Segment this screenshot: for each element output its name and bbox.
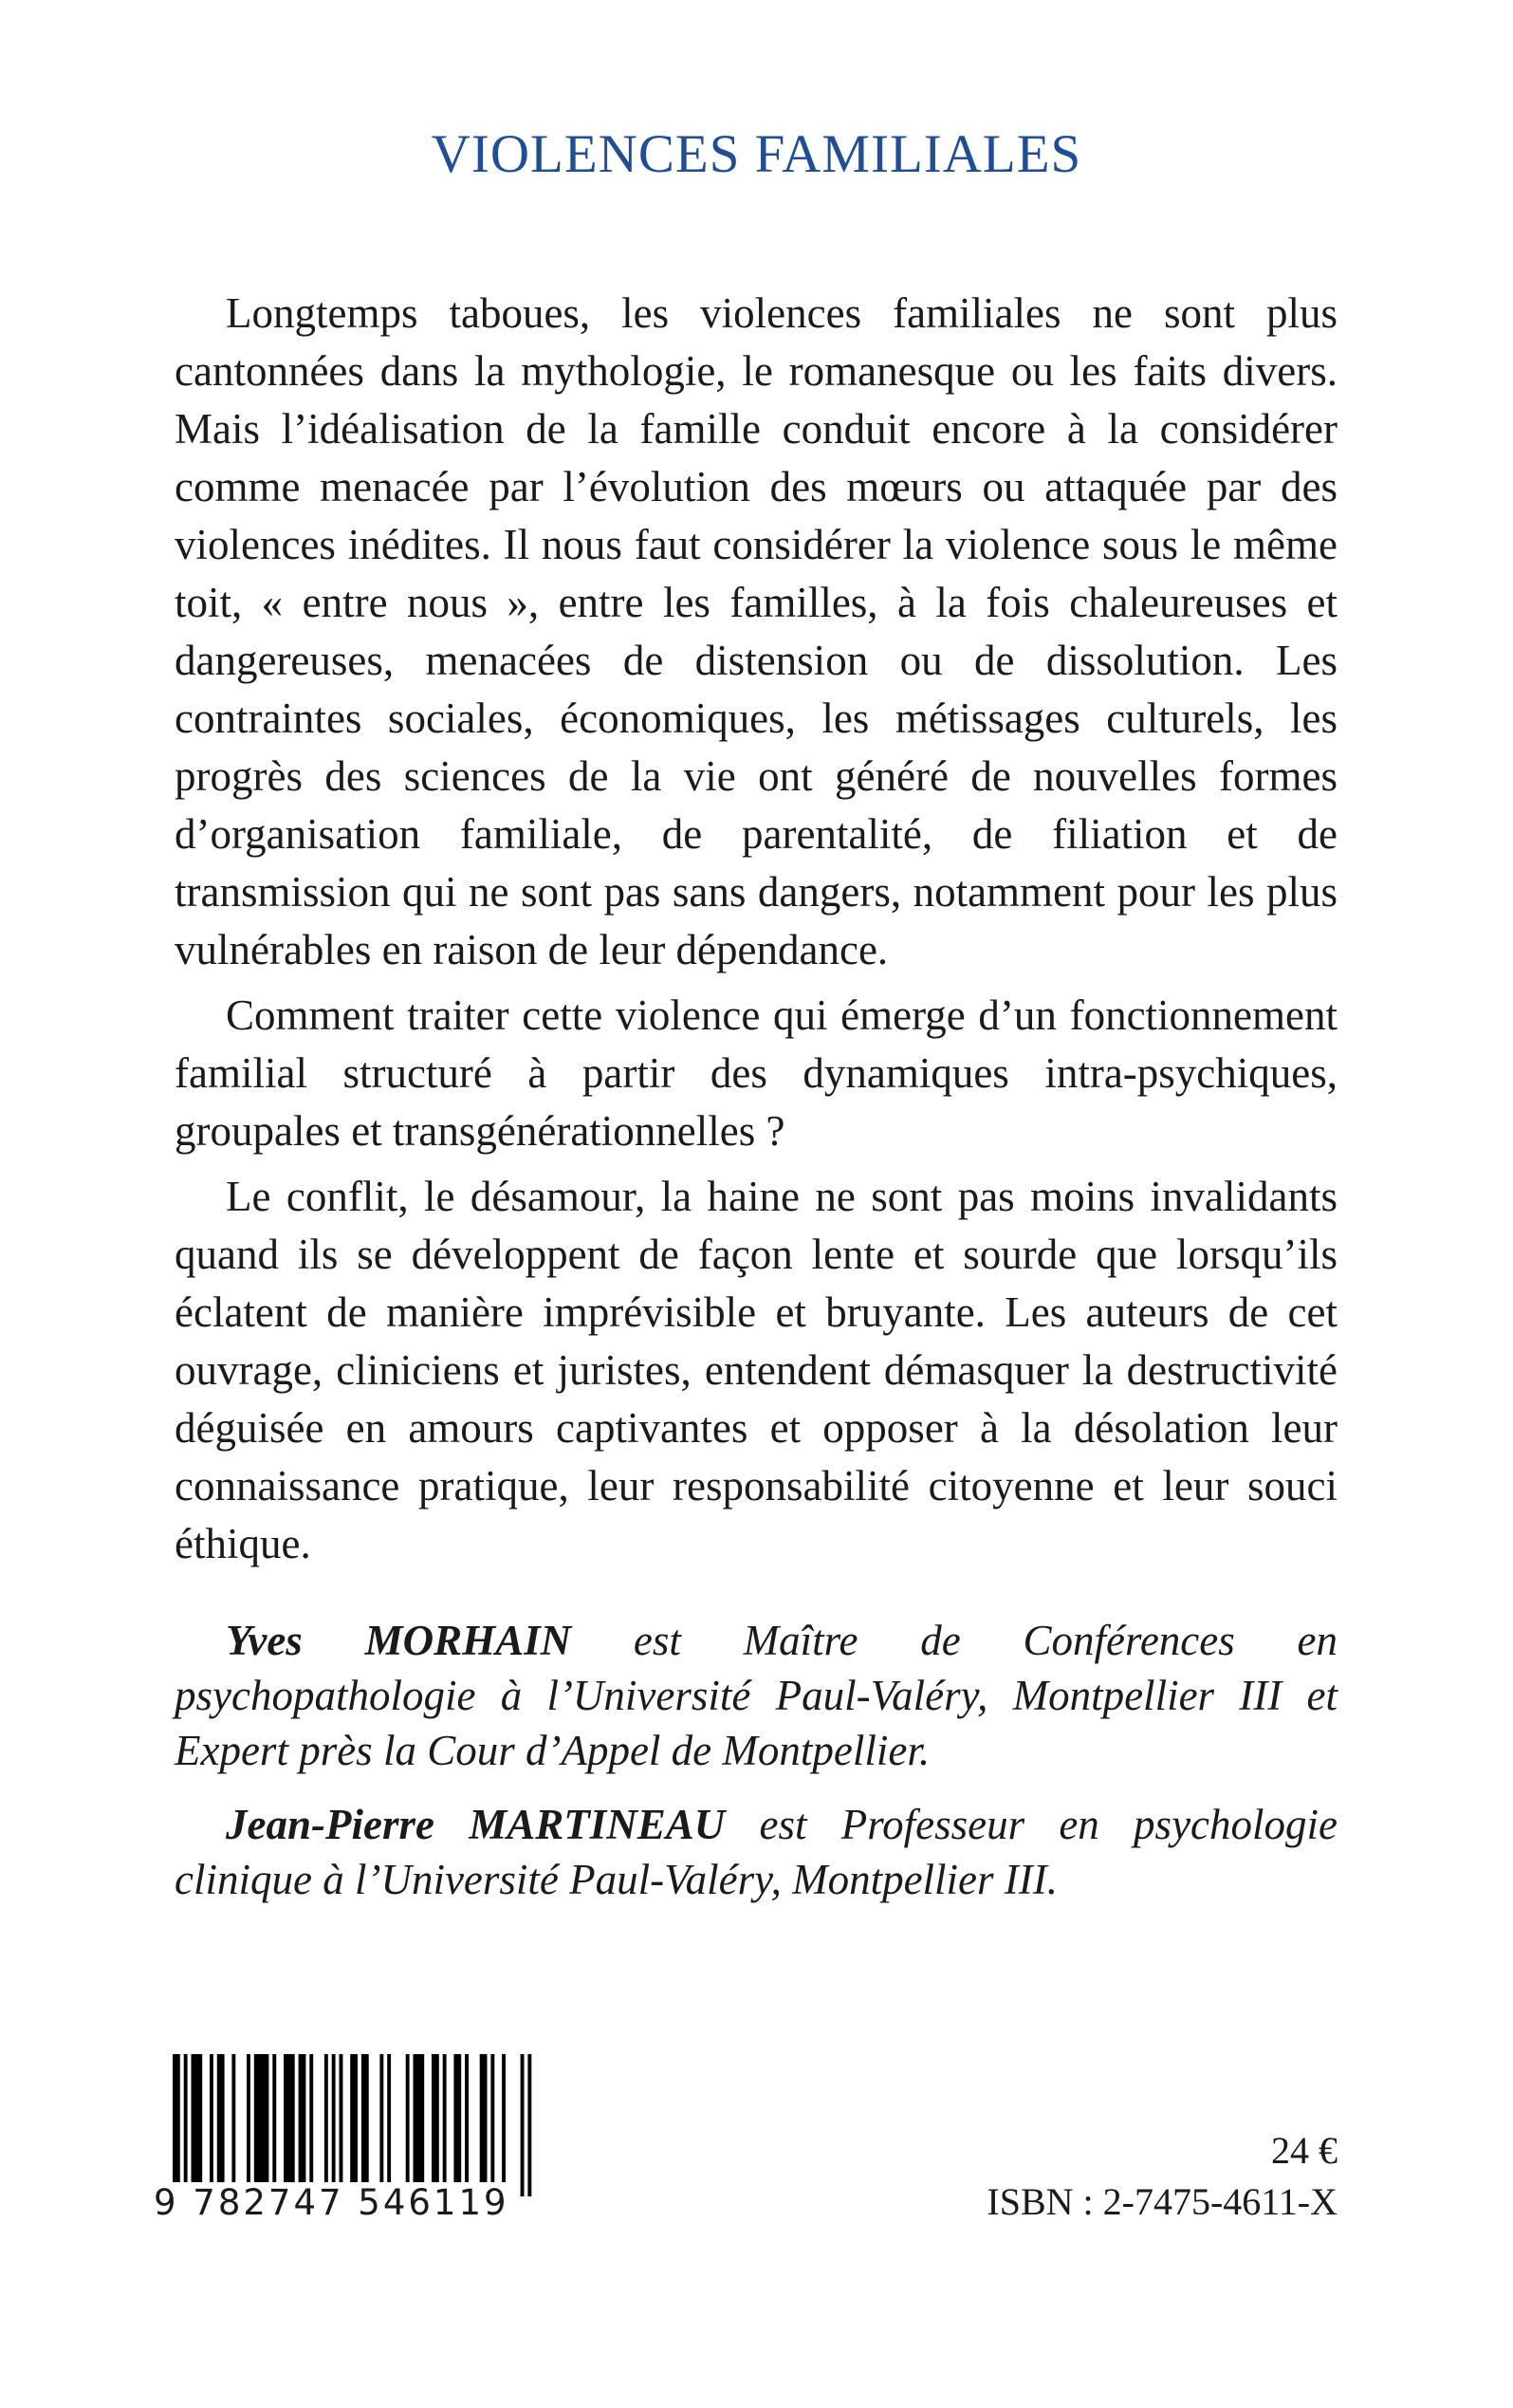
author-name-1: Yves MORHAIN	[226, 1617, 572, 1664]
barcode-bar	[247, 2054, 250, 2196]
barcode-bar	[210, 2054, 213, 2196]
barcode-bar	[465, 2054, 469, 2196]
barcode-bar	[217, 2054, 225, 2196]
barcode-number: 9 782747 546119	[154, 2182, 509, 2223]
barcode-bar	[332, 2054, 336, 2196]
barcode-bar	[254, 2054, 269, 2196]
barcode-bar	[453, 2054, 461, 2196]
barcode-bar	[379, 2054, 383, 2196]
barcode-bar	[340, 2054, 343, 2196]
barcode-bar	[284, 2054, 295, 2196]
barcode-bar	[414, 2054, 425, 2196]
barcode-bar	[361, 2054, 369, 2196]
author-bio-1	[175, 1613, 1338, 1778]
barcode-bar	[324, 2054, 328, 2196]
book-title: VIOLENCES FAMILIALES	[431, 124, 1082, 184]
barcode-bar	[406, 2054, 410, 2196]
author-bios	[175, 1613, 1338, 1926]
author-description-2: est Professeur en psychologie clinique à l’Université Paul-Valéry, Montpellier III.	[175, 1801, 1338, 1903]
barcode-bar	[490, 2054, 494, 2196]
barcode-bar	[527, 2054, 531, 2196]
barcode-bar	[299, 2054, 306, 2196]
barcode-bar	[272, 2054, 276, 2196]
barcode-digits	[154, 2182, 552, 2223]
summary-paragraph-3: Le conflit, le désamour, la haine ne sont pas moins invalidants quand ils se développent de façon lente et sourde que lorsqu’ils éclatent de manière imprévisible et bruyante. Les auteurs de cet ouvrage, cliniciens et juristes, entendent démasquer la destructivité déguisée en amours captivantes et opposer à la désolation leur connaissance pratique, leur responsabilité citoyenne et leur souci éthique.	[175, 1173, 1338, 1567]
author-description-1: est Maître de Conférences en psychopathologie à l’Université Paul-Valéry, Montpellier III et Expert près la Cour d’Appel de Montpellier.	[175, 1617, 1338, 1774]
barcode-bar	[231, 2054, 235, 2196]
isbn: ISBN : 2-7475-4611-X	[987, 2180, 1338, 2223]
summary-paragraph-1: Longtemps taboues, les violences familiales ne sont plus cantonnées dans la mythologie, le romanesque ou les faits divers. Mais l’idéalisation de la famille conduit encore à la considérer comme menacée par l’évolution des mœurs ou attaquée par des violences inédites. Il nous faut considérer la violence sous le même toit, « entre nous », entre les familles, à la fois chaleureuses et dangereuses, menacées de distension ou de dissolution. Les contraintes sociales, économiques, les métissages culturels, les progrès des sciences de la vie ont généré de nouvelles formes d’organisation familiale, de parentalité, de filiation et de transmission qui ne sont pas sans dangers, notamment pour les plus vulnérables en raison de leur dépendance.	[175, 289, 1338, 973]
barcode-bar	[502, 2054, 506, 2196]
barcode-bar	[309, 2054, 313, 2196]
back-cover-summary	[175, 285, 1338, 1581]
barcode-bar	[480, 2054, 488, 2196]
barcode-bar	[443, 2054, 447, 2196]
author-bio-2	[175, 1797, 1338, 1907]
barcode-bar	[350, 2054, 358, 2196]
barcode-bar	[192, 2054, 203, 2196]
barcode-bar	[387, 2054, 391, 2196]
author-name-2: Jean-Pierre MARTINEAU	[226, 1801, 726, 1848]
barcode-bar	[521, 2054, 525, 2196]
barcode-bar	[432, 2054, 439, 2196]
summary-paragraph-2: Comment traiter cette violence qui émerge d’un fonctionnement familial structuré à partir des dynamiques intra-psychiques, groupales et transgénérationnelles ?	[175, 991, 1338, 1155]
price: 24 €	[1271, 2129, 1338, 2172]
